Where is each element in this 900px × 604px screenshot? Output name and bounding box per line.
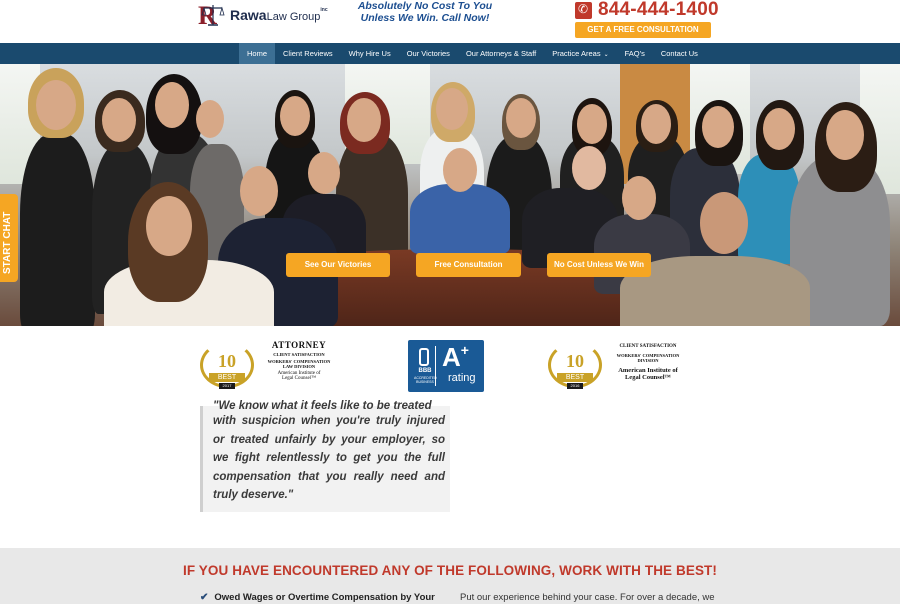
- checklist-item-label: Owed Wages or Overtime Compensation by Your: [214, 592, 435, 603]
- photo-person: [196, 100, 224, 138]
- award-number: 10: [566, 351, 584, 371]
- photo-person: [410, 184, 510, 254]
- bbb-grade-plus: +: [460, 342, 469, 358]
- phone-number: 844-444-1400: [598, 0, 719, 20]
- photo-person: [763, 108, 795, 150]
- bbb-grade-letter: A: [442, 342, 461, 372]
- photo-person: [155, 82, 189, 128]
- bbb-business: BUSINESS: [416, 380, 434, 384]
- tagline: [340, 0, 510, 24]
- phone-icon: [575, 2, 592, 19]
- site-header: [0, 0, 900, 44]
- free-consultation-button[interactable]: GET A FREE CONSULTATION: [575, 22, 711, 38]
- bbb-rating-badge[interactable]: [408, 340, 484, 392]
- photo-person: [280, 96, 310, 136]
- award-line: DIVISION: [637, 358, 659, 363]
- photo-person: [146, 196, 192, 256]
- bbb-accredited-panel: [414, 346, 436, 386]
- nav-item-faqs[interactable]: FAQ's: [624, 49, 645, 58]
- check-icon: ✔: [200, 592, 209, 603]
- main-nav: [0, 43, 900, 64]
- award-line: WORKERS' COMPENSATION: [616, 353, 680, 358]
- award-number: 10: [218, 351, 236, 371]
- bbb-accredited-text: [414, 376, 436, 384]
- tagline-line-1: Absolutely No Cost To You: [357, 0, 493, 12]
- award-badge-attorney-2017: [200, 340, 344, 392]
- laurel-wreath-icon: [200, 342, 254, 388]
- logo-suffix: inc: [320, 7, 328, 13]
- award-line: CLIENT SATISFACTION: [619, 344, 677, 349]
- logo[interactable]: [198, 2, 328, 28]
- bbb-grade: [442, 342, 469, 373]
- award-badge-client-satisfaction-2016: [548, 340, 692, 392]
- photo-person: [622, 176, 656, 220]
- work-with-the-best-section: [0, 548, 900, 604]
- photo-person: [36, 80, 76, 130]
- photo-person: [826, 110, 864, 160]
- photo-person: [700, 192, 748, 254]
- photo-person: [436, 88, 468, 130]
- svg-text:R: R: [198, 2, 217, 28]
- award-line: American Institute of: [277, 371, 321, 376]
- nav-item-practice-areas-label: Practice Areas: [552, 49, 601, 58]
- photo-person: [240, 166, 278, 216]
- testimonial-quote-box: [200, 400, 450, 512]
- quote-first-line: "We know what it feels like to be treated: [213, 400, 432, 410]
- award-line: Legal Counsel™: [282, 376, 316, 381]
- award-line: WORKERS' COMPENSATION: [267, 359, 331, 364]
- bbb-torch-icon: [419, 348, 429, 366]
- photo-person: [577, 104, 607, 144]
- bbb-rating-label: rating: [448, 372, 476, 384]
- nav-item-attorneys-staff[interactable]: Our Attorneys & Staff: [465, 49, 537, 58]
- section-heading: IF YOU HAVE ENCOUNTERED ANY OF THE FOLLOWING, WORK WITH THE BEST!: [183, 563, 717, 578]
- photo-person: [102, 98, 136, 142]
- bbb-accredited: ACCREDITED: [414, 376, 437, 380]
- scales-of-justice-icon: [198, 2, 228, 28]
- photo-person: [572, 146, 606, 190]
- no-cost-unless-we-win-button[interactable]: No Cost Unless We Win: [547, 253, 651, 277]
- logo-wordmark: [230, 7, 328, 23]
- nav-item-home[interactable]: Home: [239, 43, 275, 64]
- award-year: 2016: [567, 383, 583, 389]
- checklist-item: [200, 592, 435, 603]
- nav-item-practice-areas[interactable]: [544, 43, 616, 64]
- award-year: 2017: [219, 383, 235, 389]
- award-heading: ATTORNEY: [271, 340, 327, 350]
- photo-person: [347, 98, 381, 142]
- section-body-text: Put our experience behind your case. For over a decade, we: [460, 592, 715, 603]
- photo-person: [506, 98, 536, 138]
- award-line: CLIENT SATISFACTION: [273, 352, 325, 357]
- bbb-brand: BBB: [418, 368, 432, 374]
- award-best: BEST: [557, 373, 593, 382]
- photo-person: [20, 134, 95, 326]
- nav-item-why-hire-us[interactable]: Why Hire Us: [348, 49, 391, 58]
- quote-text: with suspicion when you're truly injured or treated unfairly by your employer, so we fight relentlessly to get you the full compensation that you really need and truly deserve.": [213, 415, 445, 501]
- chevron-down-icon: ⌄: [603, 52, 609, 58]
- start-chat-tab[interactable]: [0, 194, 18, 282]
- logo-main: Rawa: [230, 7, 267, 23]
- award-line: Legal Counsel™: [624, 374, 672, 381]
- hero-team-photo: [0, 64, 900, 326]
- see-our-victories-button[interactable]: See Our Victories: [286, 253, 390, 277]
- phone-link[interactable]: [575, 0, 719, 20]
- start-chat-label: START CHAT: [2, 211, 13, 274]
- nav-item-contact-us[interactable]: Contact Us: [660, 49, 698, 58]
- award-best: BEST: [209, 373, 245, 382]
- photo-person: [702, 106, 734, 148]
- award-line: American Institute of: [618, 367, 678, 374]
- free-consultation-hero-button[interactable]: Free Consultation: [416, 253, 521, 277]
- award-line: LAW DIVISION: [282, 364, 316, 369]
- nav-item-client-reviews[interactable]: Client Reviews: [283, 49, 333, 58]
- laurel-wreath-icon: [548, 342, 602, 388]
- photo-person: [443, 148, 477, 192]
- nav-item-our-victories[interactable]: Our Victories: [406, 49, 450, 58]
- tagline-line-2: Unless We Win. Call Now!: [360, 12, 490, 24]
- photo-person: [308, 152, 340, 194]
- photo-person: [641, 104, 671, 144]
- logo-sub: Law Group: [266, 11, 321, 23]
